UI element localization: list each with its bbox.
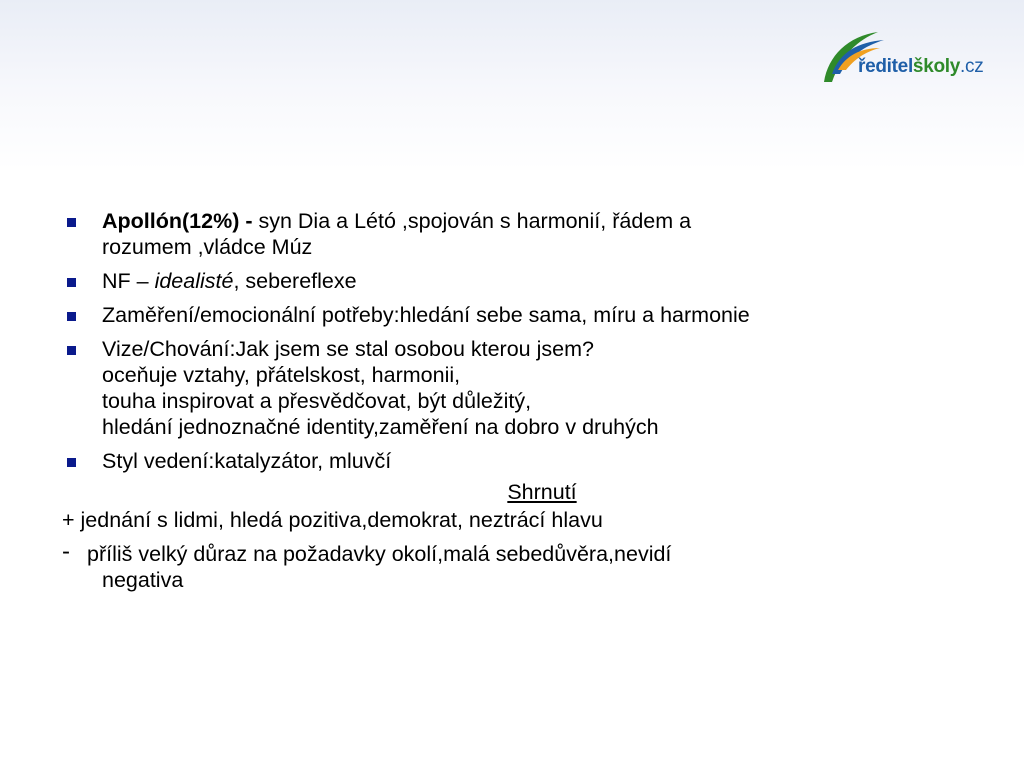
list-item — [62, 268, 982, 294]
logo-text-part3: .cz — [960, 56, 984, 77]
list-item — [62, 448, 982, 474]
item-heading: Apollón(12%) - — [102, 209, 253, 233]
list-item-line: touha inspirovat a přesvědčovat, být důležitý, — [102, 389, 532, 413]
list-item-line: Vize/Chování:Jak jsem se stal osobou kterou jsem? — [102, 337, 594, 361]
item-suffix: , sebereflexe — [233, 269, 357, 293]
list-item — [62, 208, 982, 260]
list-item — [62, 336, 982, 440]
summary-negative — [62, 538, 982, 593]
item-prefix: NF – — [102, 269, 155, 293]
summary-negative-line: příliš velký důraz na požadavky okolí,malá sebedůvěra,nevidí — [87, 542, 672, 566]
square-bullet-icon — [67, 278, 76, 287]
item-emphasis: idealisté — [154, 269, 234, 293]
logo-wordmark — [858, 56, 983, 78]
logo-text-part1: ředitel — [858, 56, 913, 77]
list-item-line: oceňuje vztahy, přátelskost, harmonii, — [102, 363, 461, 387]
item-text: syn Dia a Létó ,spojován s harmonií, řádem a — [252, 209, 692, 233]
reditelskoly-logo — [818, 26, 998, 90]
logo-text-part2: školy — [912, 56, 961, 77]
list-item-text: Zaměření/emocionální potřeby:hledání sebe sama, míru a harmonie — [102, 303, 750, 327]
summary-positive: + jednání s lidmi, hledá pozitiva,demokrat, neztrácí hlavu — [62, 508, 603, 532]
list-item-text — [102, 268, 982, 294]
summary-negative-line: negativa — [102, 568, 184, 592]
slide-content — [62, 208, 982, 593]
list-item-line: hledání jednoznačné identity,zaměření na dobro v druhých — [102, 415, 659, 439]
square-bullet-icon — [67, 218, 76, 227]
summary-title: Shrnutí — [507, 480, 577, 504]
square-bullet-icon — [67, 458, 76, 467]
minus-symbol: - — [62, 538, 70, 565]
item-text-continued: rozumem ,vládce Múz — [102, 235, 313, 259]
square-bullet-icon — [67, 346, 76, 355]
bullet-list — [62, 208, 982, 474]
list-item-text — [102, 208, 982, 234]
list-item — [62, 302, 982, 328]
list-item-text: Styl vedení:katalyzátor, mluvčí — [102, 449, 392, 473]
square-bullet-icon — [67, 312, 76, 321]
